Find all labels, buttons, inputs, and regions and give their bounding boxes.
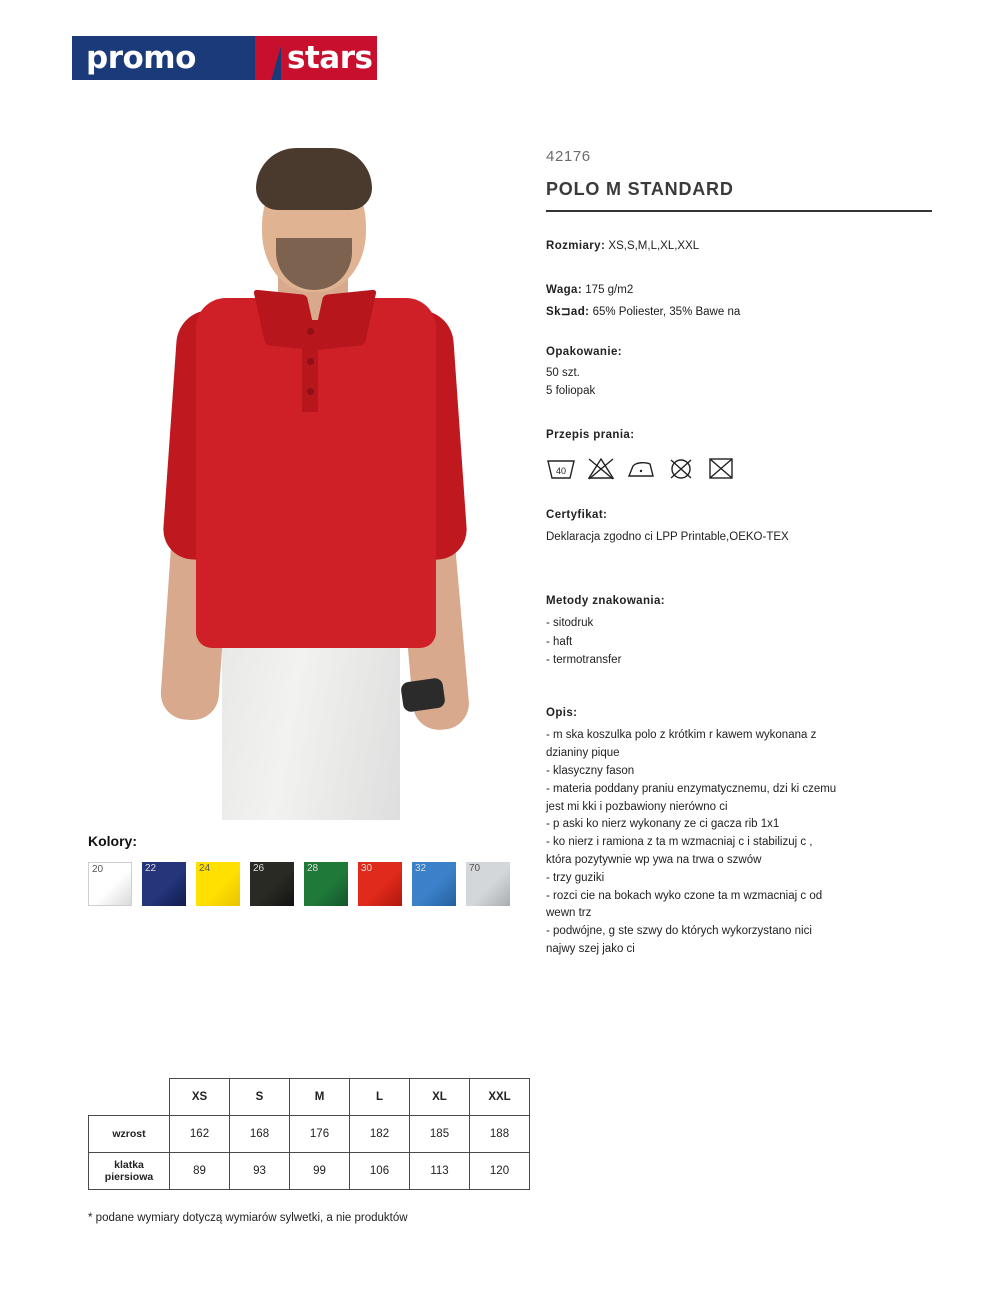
- table-cell: 99: [290, 1153, 350, 1190]
- list-item: - termotransfer: [546, 654, 622, 667]
- certificate-block: [546, 507, 932, 547]
- sizes-value: XS,S,M,L,XL,XXL: [608, 240, 700, 252]
- packaging-line-1: 50 szt.: [546, 367, 580, 380]
- composition-value: 65% Poliester, 35% Bawe na: [592, 305, 741, 318]
- color-swatch-28[interactable]: [304, 862, 348, 906]
- certificate-label: Certyfikat:: [546, 508, 608, 521]
- size-table: [88, 1078, 530, 1190]
- weight-row: [546, 282, 932, 300]
- table-cell: 162: [170, 1116, 230, 1153]
- color-swatch-32[interactable]: [412, 862, 456, 906]
- wash-block: [546, 427, 932, 481]
- table-cell: 106: [350, 1153, 410, 1190]
- table-row: [89, 1153, 530, 1190]
- model-watch: [400, 677, 446, 713]
- color-code: 30: [361, 863, 373, 874]
- color-swatch-22[interactable]: [142, 862, 186, 906]
- description-block: [546, 705, 932, 958]
- color-swatch-list: [88, 862, 510, 906]
- composition-label: Sk⊐ad:: [546, 305, 590, 318]
- desc-line: dzianiny pique: [546, 747, 620, 760]
- logo-text-promo: promo: [72, 36, 255, 80]
- product-photo: [150, 120, 480, 820]
- polo-button-3: [307, 388, 314, 395]
- column-header: XXL: [470, 1079, 530, 1116]
- color-code: 26: [253, 863, 265, 874]
- desc-line: - rozci cie na bokach wyko czone ta m wzmacniaj c od: [546, 889, 823, 902]
- polo-button-1: [307, 328, 314, 335]
- color-code: 22: [145, 863, 157, 874]
- desc-line: - ko nierz i ramiona z ta m wzmacniaj c i stabilizuj c ,: [546, 836, 813, 849]
- color-swatch-30[interactable]: [358, 862, 402, 906]
- column-header: XL: [410, 1079, 470, 1116]
- no-tumble-dry-icon: [706, 455, 736, 481]
- packaging-block: [546, 344, 932, 401]
- table-cell: 188: [470, 1116, 530, 1153]
- color-code: 20: [92, 864, 104, 875]
- polo-button-2: [307, 358, 314, 365]
- weight-value: 175 g/m2: [585, 283, 634, 296]
- color-code: 70: [469, 863, 481, 874]
- logo-text-stars: stars: [281, 36, 377, 80]
- table-cell: 182: [350, 1116, 410, 1153]
- size-table-note: * podane wymiary dotyczą wymiarów sylwetki, a nie produktów: [88, 1212, 408, 1224]
- logo-slash-icon: [255, 36, 281, 80]
- table-header-row: [89, 1079, 530, 1116]
- product-sku: 42176: [546, 148, 591, 165]
- model-hair: [256, 148, 372, 210]
- desc-line: - p aski ko nierz wykonany ze ci gacza rib 1x1: [546, 818, 780, 831]
- no-dryclean-icon: [666, 455, 696, 481]
- color-code: 32: [415, 863, 427, 874]
- table-cell: 168: [230, 1116, 290, 1153]
- color-swatch-70[interactable]: [466, 862, 510, 906]
- sizes-label: Rozmiary:: [546, 240, 606, 252]
- table-cell: 185: [410, 1116, 470, 1153]
- packaging-label: Opakowanie:: [546, 345, 622, 358]
- table-cell: 113: [410, 1153, 470, 1190]
- branding-label: Metody znakowania:: [546, 594, 666, 607]
- row-header: klatka piersiowa: [89, 1153, 170, 1190]
- column-header: XS: [170, 1079, 230, 1116]
- desc-line: która pozytywnie wp ywa na trwa o szwów: [546, 853, 762, 866]
- composition-row: [546, 304, 932, 318]
- wash-label: Przepis prania:: [546, 429, 635, 442]
- table-row: [89, 1116, 530, 1153]
- promostars-logo: [72, 36, 377, 80]
- description-text: [546, 727, 932, 959]
- description-label: Opis:: [546, 707, 578, 720]
- title-divider: [546, 210, 932, 212]
- column-header: S: [230, 1079, 290, 1116]
- branding-block: [546, 593, 932, 670]
- table-cell: 176: [290, 1116, 350, 1153]
- certificate-value: Deklaracja zgodno ci LPP Printable,OEKO-TEX: [546, 530, 789, 543]
- desc-line: wewn trz: [546, 907, 592, 920]
- table-cell: 120: [470, 1153, 530, 1190]
- desc-line: jest mi kki i pozbawiony nierówno ci: [546, 800, 728, 813]
- weight-label: Waga:: [546, 283, 583, 296]
- sizes-row: [546, 238, 932, 256]
- product-info-panel: [546, 148, 932, 959]
- desc-line: - trzy guziki: [546, 871, 605, 884]
- color-code: 28: [307, 863, 319, 874]
- color-swatch-20[interactable]: [88, 862, 132, 906]
- desc-line: - podwójne, g ste szwy do których wykorzystano nici: [546, 925, 812, 938]
- wash-icon-row: [546, 455, 932, 481]
- column-header: M: [290, 1079, 350, 1116]
- wash-40-icon: [546, 455, 576, 481]
- list-item: - haft: [546, 635, 573, 648]
- color-swatch-24[interactable]: [196, 862, 240, 906]
- list-item: - sitodruk: [546, 617, 594, 630]
- page-title: POLO M STANDARD: [546, 179, 734, 199]
- iron-low-icon: [626, 455, 656, 481]
- packaging-line-2: 5 foliopak: [546, 385, 596, 398]
- desc-line: - klasyczny fason: [546, 764, 635, 777]
- column-header: L: [350, 1079, 410, 1116]
- color-code: 24: [199, 863, 211, 874]
- desc-line: - m ska koszulka polo z krótkim r kawem wykonana z: [546, 729, 817, 742]
- svg-text:40: 40: [555, 465, 567, 476]
- row-header: wzrost: [89, 1116, 170, 1153]
- branding-methods-list: [546, 614, 932, 669]
- colors-label: Kolory:: [88, 833, 137, 849]
- color-swatch-26[interactable]: [250, 862, 294, 906]
- desc-line: - materia poddany praniu enzymatycznemu, dzi ki czemu: [546, 782, 837, 795]
- table-cell: 93: [230, 1153, 290, 1190]
- desc-line: najwy szej jako ci: [546, 943, 635, 956]
- table-cell: 89: [170, 1153, 230, 1190]
- table-corner-cell: [89, 1079, 170, 1116]
- no-bleach-icon: [586, 455, 616, 481]
